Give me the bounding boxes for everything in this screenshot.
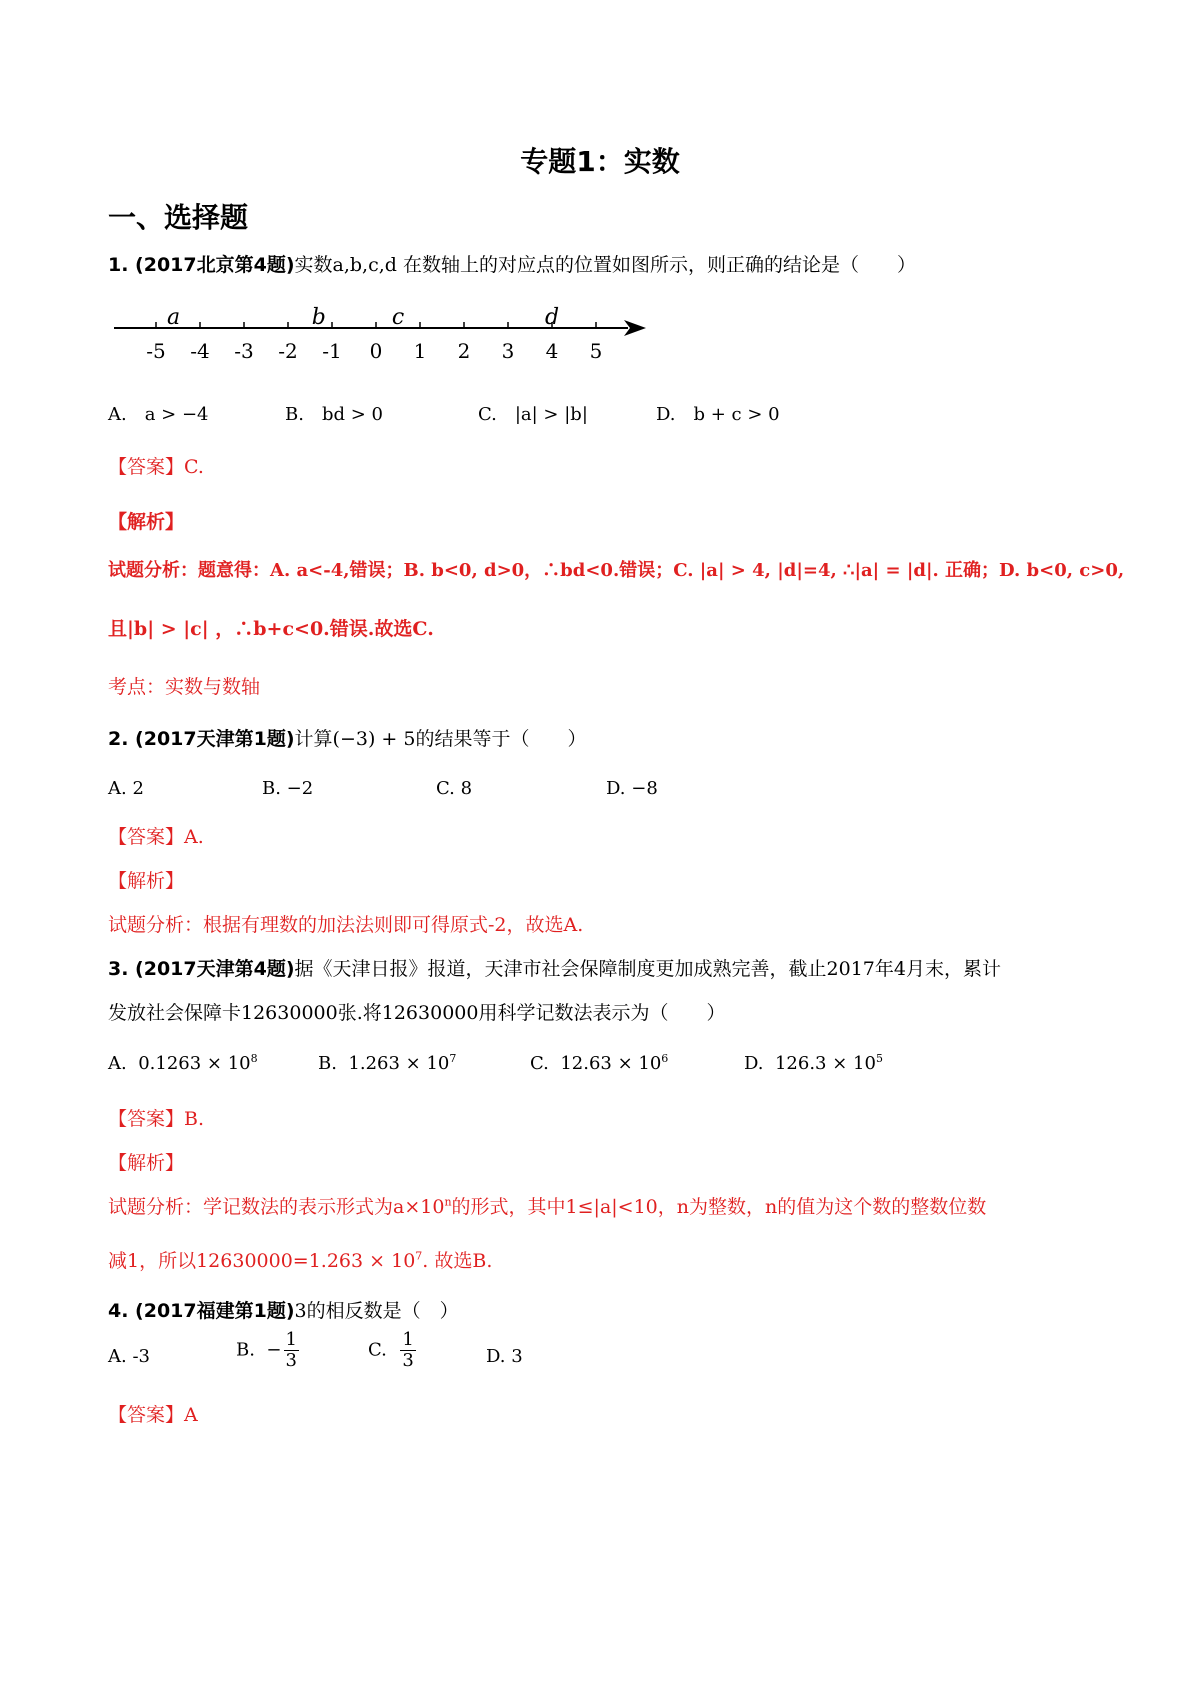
answer-label: 【答案】B. xyxy=(108,1108,205,1130)
answer-label: 【答案】C. xyxy=(108,456,204,478)
question-4 xyxy=(108,1296,459,1323)
option-b: B. $1.263 \times 10^7$ xyxy=(318,1052,457,1074)
question-source: 1. (2017北京第4题) xyxy=(108,254,295,276)
point-label-c: c xyxy=(391,305,405,330)
question-source: 4. (2017福建第1题) xyxy=(108,1300,295,1322)
option-c: C. 8 xyxy=(436,778,473,799)
question-text: 据《天津日报》报道，天津市社会保障制度更加成熟完善，截止2017年4月末，累计 xyxy=(294,958,1001,980)
explanation-text: 试题分析：题意得：A. a<-4,错误；B. b<0, d>0，∴bd<0.错误；C. |a| > 4, |d|=4, ∴|a| = |d|. 正确；D. b<0, c>0, xyxy=(108,560,1125,581)
option-a: A. -3 xyxy=(108,1346,150,1367)
tick-label: -1 xyxy=(322,339,342,363)
point-label-d: d xyxy=(544,305,560,330)
answer-label: 【答案】A. xyxy=(108,826,204,848)
question-1 xyxy=(108,250,916,277)
tick-label: -3 xyxy=(234,339,254,363)
option-c: C. |a| > |b| xyxy=(478,404,588,425)
question-text: 实数a,b,c,d 在数轴上的对应点的位置如图所示，则正确的结论是（ ） xyxy=(294,254,916,276)
option-d: D. −8 xyxy=(606,778,658,799)
option-d: D. $126.3 \times 10^5$ xyxy=(744,1052,883,1074)
question-text: 计算(−3) + 5的结果等于（ ） xyxy=(294,728,587,750)
option-d: D. b + c > 0 xyxy=(656,404,780,425)
option-a: A. 2 xyxy=(108,778,144,799)
option-b: B. − $\frac{1}{3}$ xyxy=(236,1329,297,1371)
option-b: B. −2 xyxy=(262,778,314,799)
explanation-text: 试题分析：根据有理数的加法法则即可得原式-2，故选A. xyxy=(108,914,584,936)
fraction: $\frac{1}{3}$ xyxy=(402,1329,414,1371)
question-text-2: 发放社会保障卡12630000张.将12630000用科学记数法表示为（ ） xyxy=(108,1002,726,1024)
answer-label: 【答案】A xyxy=(108,1404,198,1426)
option-b: B. bd > 0 xyxy=(285,404,383,425)
tick-label: 3 xyxy=(501,339,515,363)
tick-label: 2 xyxy=(457,339,471,363)
question-source: 2. (2017天津第1题) xyxy=(108,728,295,750)
option-c: C. $\frac{1}{3}$ xyxy=(368,1329,414,1371)
page-title: 专题1：实数 xyxy=(520,145,680,178)
explanation-heading: 【解析】 xyxy=(108,870,185,892)
question-2 xyxy=(108,724,586,751)
question-source: 3. (2017天津第4题) xyxy=(108,958,295,980)
explanation-text-2: 且|b| > |c| ，∴b+c<0.错误.故选C. xyxy=(108,618,434,640)
tick-label: 0 xyxy=(369,339,383,363)
tick-label: -2 xyxy=(278,339,298,363)
option-a: A. $0.1263 \times 10^8$ xyxy=(108,1052,258,1074)
tick-label: 5 xyxy=(589,339,603,363)
explanation-text-2: 减1，所以$12630000=1.263 \times 10^7$. 故选B. xyxy=(108,1249,493,1272)
option-c: C. $12.63 \times 10^6$ xyxy=(530,1052,669,1074)
point-label-a: a xyxy=(167,305,181,330)
section-heading: 一、选择题 xyxy=(108,201,249,234)
fraction: $\frac{1}{3}$ xyxy=(285,1329,297,1371)
option-d: D. 3 xyxy=(486,1346,523,1367)
question-text: 3的相反数是（ ） xyxy=(294,1300,459,1322)
tick-label: -4 xyxy=(190,339,210,363)
tick-label: -5 xyxy=(146,339,166,363)
option-a: A. a > −4 xyxy=(108,404,209,425)
kaodian: 考点：实数与数轴 xyxy=(108,676,261,698)
number-line xyxy=(108,300,668,370)
tick-label: 1 xyxy=(413,339,427,363)
point-label-b: b xyxy=(311,305,326,330)
explanation-heading: 【解析】 xyxy=(108,511,185,533)
explanation-heading: 【解析】 xyxy=(108,1152,185,1174)
question-3 xyxy=(108,954,1001,981)
tick-label: 4 xyxy=(545,339,559,363)
explanation-text: 试题分析：学记数法的表示形式为$a\times 10^n$的形式，其中1≤|a|<10，n为整数，n的值为这个数的整数位数 xyxy=(108,1195,987,1218)
